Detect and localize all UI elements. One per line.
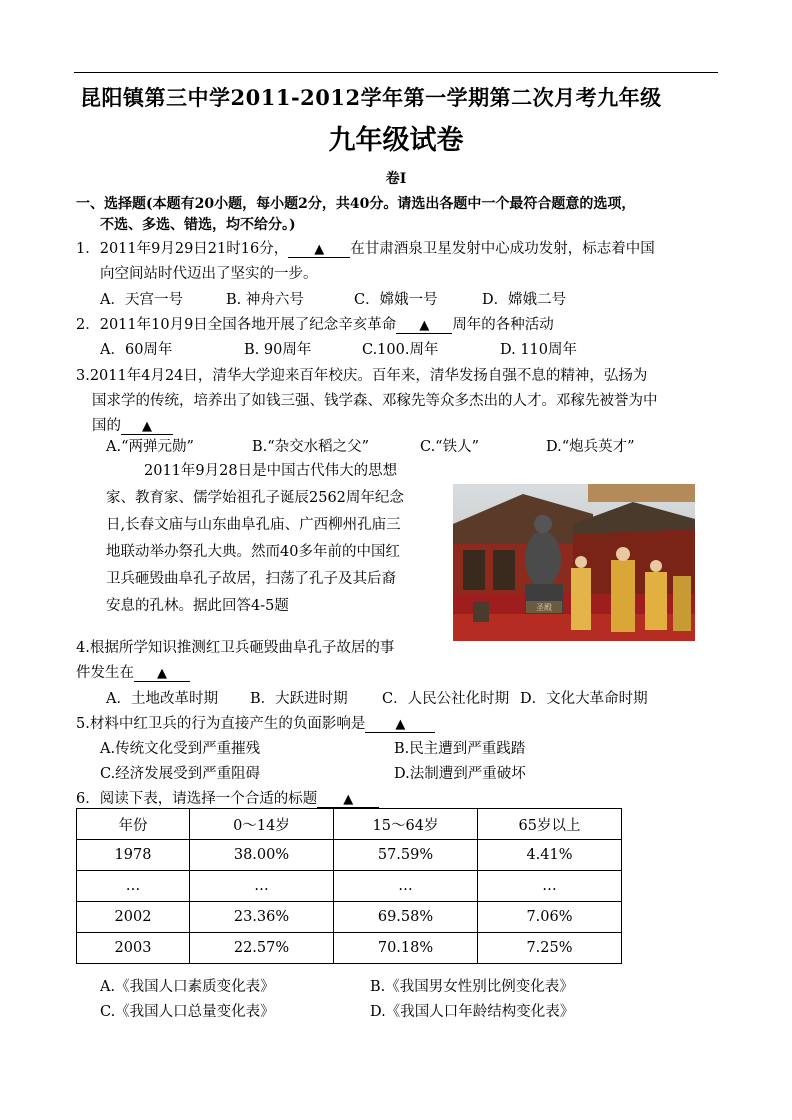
blank-triangle-icon: ▲: [395, 717, 406, 732]
table-cell: 2003: [77, 933, 190, 964]
table-cell: 23.36%: [190, 902, 334, 933]
table-row: [77, 902, 622, 933]
question-3-line2: 国求学的传统，培养出了如钱三强、钱学森、邓稼先等众多杰出的人才。邓稼先被誉为中: [92, 393, 658, 409]
table-cell: 4.41%: [478, 840, 622, 871]
q4-answer-blank[interactable]: [134, 665, 190, 682]
question-4-line1: 4.根据所学知识推测红卫兵砸毁曲阜孔子故居的事: [76, 640, 395, 656]
blank-triangle-icon: ▲: [142, 419, 152, 434]
table-row: [77, 840, 622, 871]
q1-option-a[interactable]: A．天宫一号: [100, 292, 183, 308]
q2-answer-blank[interactable]: [396, 317, 452, 334]
q6-option-b[interactable]: B.《我国男女性别比例变化表》: [370, 979, 574, 995]
table-row: [77, 933, 622, 964]
plaque-text: 圣殿: [536, 603, 552, 612]
q2-text-pre: 2．2011年10月9日全国各地开展了纪念辛亥革命: [76, 317, 397, 333]
q2-option-d[interactable]: D. 110周年: [500, 342, 578, 358]
q6-option-d[interactable]: D.《我国人口年龄结构变化表》: [370, 1004, 575, 1020]
table-header-row: [77, 809, 622, 840]
table-cell: 22.57%: [190, 933, 334, 964]
q1-text-post: 在甘肃酒泉卫星发射中心成功发射，标志着中国: [350, 241, 655, 257]
table-cell: 69.58%: [334, 902, 478, 933]
q5-option-a[interactable]: A.传统文化受到严重摧残: [100, 741, 261, 757]
blank-triangle-icon: ▲: [419, 318, 430, 333]
q1-option-c[interactable]: C．嫦娥一号: [354, 292, 438, 308]
blank-triangle-icon: ▲: [343, 792, 354, 807]
paper-title: 九年级试卷: [328, 125, 464, 156]
q3-answer-blank[interactable]: [121, 418, 173, 435]
table-cell: 2002: [77, 902, 190, 933]
q4-text-pre: 件发生在: [76, 665, 134, 681]
q1-text-pre: 1．2011年9月29日21时16分，: [76, 241, 289, 257]
q5-option-d[interactable]: D.法制遭到严重破坏: [394, 766, 526, 782]
table-cell: 57.59%: [334, 840, 478, 871]
question-3-line3: [92, 414, 173, 435]
q4-option-a[interactable]: A．土地改革时期: [106, 691, 218, 707]
confucius-ceremony-photo: [453, 484, 695, 641]
q3-option-d[interactable]: D.“炮兵英才”: [546, 439, 635, 455]
section-heading-line1: 一、选择题(本题有20小题，每小题2分，共40分。请选出各题中一个最符合题意的选项，: [76, 196, 636, 212]
q4-option-b[interactable]: B．大跃进时期: [250, 691, 348, 707]
header-rule: [74, 72, 718, 73]
q5-answer-blank[interactable]: [365, 716, 435, 733]
q3-text-pre: 国的: [92, 418, 121, 434]
q2-option-c[interactable]: C.100.周年: [362, 342, 439, 358]
q3-option-c[interactable]: C.“铁人”: [420, 439, 480, 455]
table-cell: 7.25%: [478, 933, 622, 964]
q5-option-b[interactable]: B.民主遭到严重践踏: [394, 741, 526, 757]
volume-label: 卷Ⅰ: [385, 171, 407, 187]
table-cell: …: [478, 871, 622, 902]
table-cell: …: [77, 871, 190, 902]
question-1: [76, 237, 655, 258]
q1-option-b[interactable]: B. 神舟六号: [226, 292, 304, 308]
table-cell: 1978: [77, 840, 190, 871]
question-3-line1: 3.2011年4月24日，清华大学迎来百年校庆。百年来，清华发扬自强不息的精神，弘扬为: [76, 368, 648, 384]
q4-option-d[interactable]: D．文化大革命时期: [520, 691, 648, 707]
q4-option-c[interactable]: C．人民公社化时期: [382, 691, 510, 707]
q2-text-post: 周年的各种活动: [452, 317, 554, 333]
table-cell: 70.18%: [334, 933, 478, 964]
table-cell: …: [190, 871, 334, 902]
table-header-cell: 15～64岁: [334, 809, 478, 840]
q3-option-a[interactable]: A.“两弹元勋”: [106, 439, 194, 455]
table-cell: 38.00%: [190, 840, 334, 871]
table-header-cell: 年份: [77, 809, 190, 840]
ceremony-illustration: [453, 484, 695, 641]
reading-material: 2011年9月28日是中国古代伟大的思想家、教育家、儒学始祖孔子诞辰2562周年纪念日,长春文庙与山东曲阜孔庙、广西柳州孔庙三地联动举办祭孔大典。然而40多年前的中国红卫兵砸毁曲阜孔子故居，扫荡了孔子及其后裔安息的孔林。据此回答4-5题: [106, 463, 404, 614]
q6-answer-blank[interactable]: [317, 791, 379, 808]
question-4-line2: [76, 661, 190, 682]
school-title: 昆阳镇第三中学2011-2012学年第一学期第二次月考九年级: [80, 85, 662, 110]
population-table: [76, 808, 622, 964]
question-2: [76, 313, 554, 334]
q6-option-a[interactable]: A.《我国人口素质变化表》: [100, 979, 275, 995]
blank-triangle-icon: ▲: [157, 666, 167, 681]
table-header-cell: 65岁以上: [478, 809, 622, 840]
blank-triangle-icon: ▲: [314, 242, 325, 257]
table-cell: …: [334, 871, 478, 902]
q3-option-b[interactable]: B.“杂交水稻之父”: [252, 439, 370, 455]
table-row: [77, 871, 622, 902]
section-heading-line2: 不选、多选、错选，均不给分。): [100, 217, 296, 233]
q1-option-d[interactable]: D．嫦娥二号: [482, 292, 567, 308]
table-header-cell: 0～14岁: [190, 809, 334, 840]
q2-option-b[interactable]: B. 90周年: [244, 342, 312, 358]
q2-option-a[interactable]: A．60周年: [100, 342, 173, 358]
q1-line2: 向空间站时代迈出了坚实的一步。: [100, 266, 318, 282]
question-6: [76, 787, 379, 808]
question-5: [76, 712, 435, 733]
q1-answer-blank[interactable]: [288, 241, 350, 258]
q6-text-pre: 6．阅读下表，请选择一个合适的标题: [76, 791, 318, 807]
q6-option-c[interactable]: C.《我国人口总量变化表》: [100, 1004, 275, 1020]
q5-text-pre: 5.材料中红卫兵的行为直接产生的负面影响是: [76, 716, 366, 732]
table-cell: 7.06%: [478, 902, 622, 933]
q5-option-c[interactable]: C.经济发展受到严重阻碍: [100, 766, 261, 782]
